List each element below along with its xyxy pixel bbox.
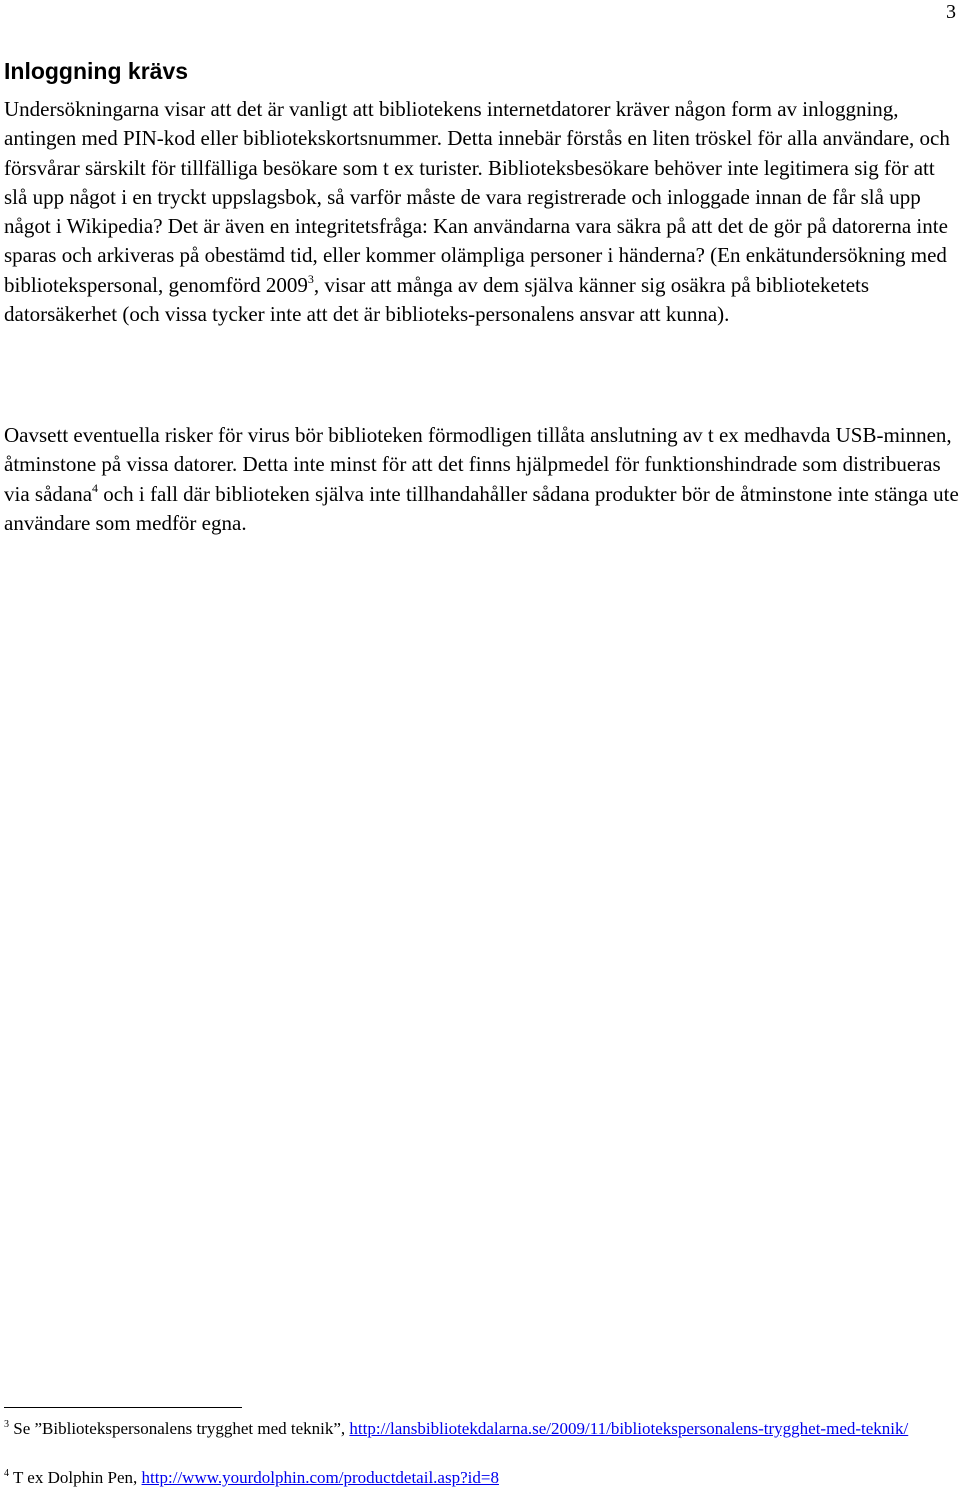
footnote-number: 4: [4, 1468, 9, 1479]
footnote: [4, 1416, 959, 1441]
body-paragraph: [4, 95, 959, 329]
footnote-text: T ex Dolphin Pen,: [9, 1468, 142, 1487]
footnote-reference[interactable]: 4: [92, 480, 99, 495]
footnote: [4, 1465, 959, 1490]
footnote-separator: [4, 1407, 242, 1408]
footnote-reference[interactable]: 3: [307, 271, 314, 286]
paragraph-text: och i fall där biblioteken själva inte tillhandahåller sådana produkter bör de åtminstone inte stänga ute användare som medför egna.: [4, 481, 959, 535]
footnote-link[interactable]: http://www.yourdolphin.com/productdetail.asp?id=8: [141, 1468, 499, 1487]
paragraph-text: Oavsett eventuella risker för virus bör biblioteken förmodligen tillåta anslutning av t ex medhavda USB-minnen, åtminstone på vissa datorer. Detta inte minst för att det finns hjälpmedel för funktionshindrade som distribueras via sådana: [4, 423, 952, 506]
paragraph-text: Undersökningarna visar att det är vanligt att bibliotekens internetdatorer kräver någon form av inloggning, antingen med PIN-kod eller bibliotekskortsnummer. Detta innebär förstås en liten tröskel för alla användare, och försvårar särskilt för tillfälliga besökare som t ex turister. Biblioteksbesökare behöver inte legitimera sig för att slå upp något i en tryckt uppslagsbok, så varför måste de vara registrerade och inloggade innan de får slå upp något i Wikipedia? Det är även en integritetsfråga: Kan användarna vara säkra på att det de gör på datorerna inte sparas och arkiveras på obestämd tid, eller kommer olämpliga personer i händerna? (En enkätundersökning med bibliotekspersonal, genomförd 2009: [4, 97, 950, 297]
page-number: 3: [946, 1, 956, 23]
section-heading: Inloggning krävs: [4, 58, 189, 84]
body-paragraph: [4, 421, 959, 538]
footnote-number: 3: [4, 1419, 9, 1430]
footnote-link[interactable]: http://lansbibliotekdalarna.se/2009/11/bibliotekspersonalens-trygghet-med-teknik/: [349, 1419, 909, 1438]
paragraph-text: , visar att många av dem själva känner sig osäkra på biblioteketets datorsäkerhet (och vissa tycker inte att det är biblioteks-personalens ansvar att kunna).: [4, 272, 870, 327]
footnote-text: Se ”Bibliotekspersonalens trygghet med teknik”,: [9, 1419, 350, 1438]
